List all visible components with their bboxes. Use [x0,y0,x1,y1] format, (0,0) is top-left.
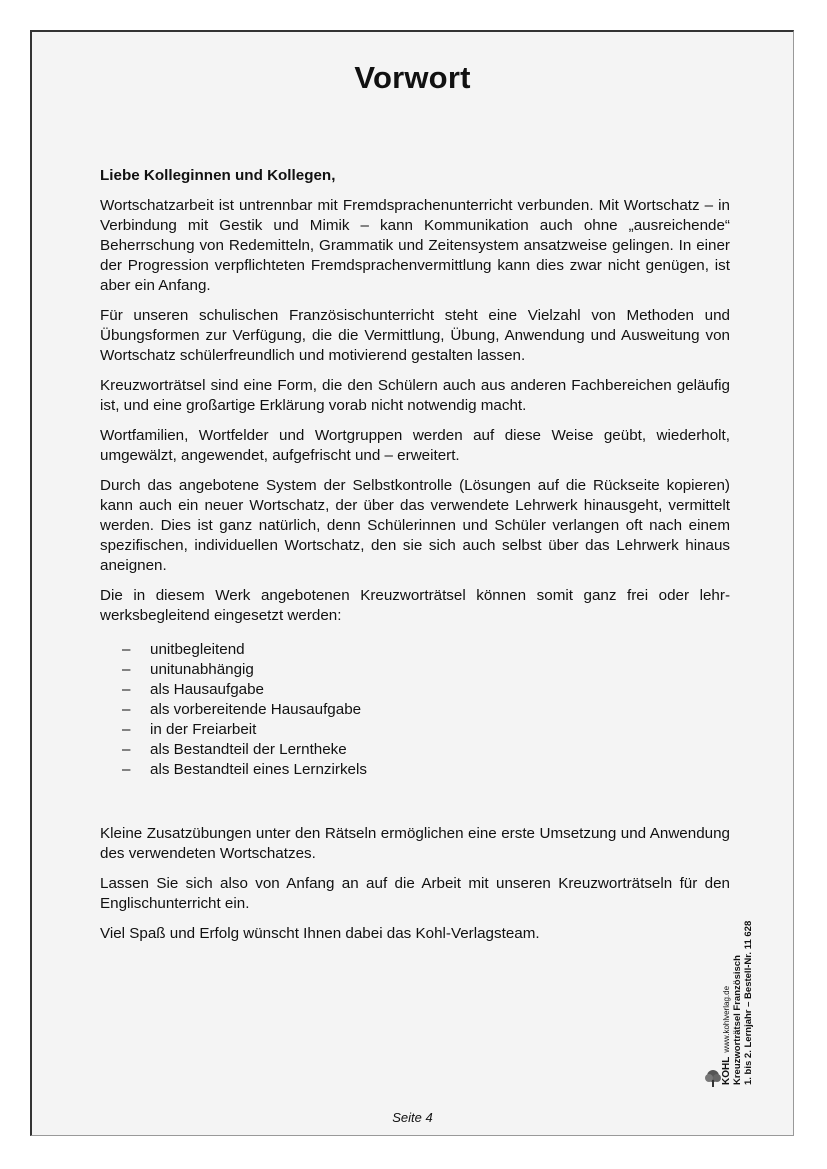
paragraph: Wortfamilien, Wortfelder und Wortgruppen werden auf diese Weise geübt, wiederholt, umgewälzt, angewendet, aufgefrischt und – erweitert. [100,427,730,464]
sidebar-text-rotated [721,845,765,1085]
paragraph: Lassen Sie sich also von Anfang an auf die Arbeit mit unseren Kreuzworträtseln für den Englischunterricht ein. [100,875,730,912]
publisher-url: www.kohlverlag.de [722,985,731,1053]
list-item-text: als Bestandteil der Lerntheke [150,741,347,758]
paragraph: Viel Spaß und Erfolg wünscht Ihnen dabei das Kohl-Verlagsteam. [100,925,540,942]
paragraph: Kleine Zusatzübungen unter den Rätseln ermöglichen eine erste Umsetzung und Anwendung des verwendeten Wortschatzes. [100,825,730,862]
paragraph: Kreuzworträtsel sind eine Form, die den Schülern auch aus anderen Fachbereichen geläufig ist, und eine großartige Erklärung vorab nicht notwendig macht. [100,377,730,414]
list-item-text: unitunabhängig [150,661,254,678]
document-page [30,30,794,1136]
sidebar-line-1: Kreuzworträtsel Französisch [732,955,743,1085]
list-item [122,680,730,700]
list-dash: – [122,641,131,658]
page-title: Vorwort [354,60,471,95]
paragraph: Für unseren schulischen Französischunterricht steht eine Vielzahl von Methoden und Übungsformen zur Verfügung, die die Vermittlung, Übung, Anwendung und Ausweitung von Wortschatz schülerfreundlich und motivierend gestalten lassen. [100,307,730,364]
publisher-sidebar [721,845,765,1085]
list-item [122,720,730,740]
paragraph: Durch das angebotene System der Selbstkontrolle (Lösungen auf die Rückseite kopieren) kann auch ein neuer Wortschatz, der über das verwendete Lehrwerk hinausgeht, vermittelt werden. Dies ist ganz natürlich, denn Schülerinnen und Schüler verlangen oft nach einem spezifischen, individuellen Wortschatz, den sie sich auch selbst über das Lehrwerk hinaus aneignen. [100,477,730,574]
list-item [122,740,730,760]
list-item [122,640,730,660]
paragraph: Wortschatzarbeit ist untrennbar mit Fremdsprachenunterricht verbunden. Mit Wortschatz – in Verbindung mit Gestik und Mimik – kann Kommunikation auch ohne „ausreichende“ Beherrschung von Redemitteln, Grammatik und Zeitensystem ansatzweise gelingen. In einer der Progression verpflichteten Fremdsprachenvermittlung kann dies zwar nicht genügen, ist aber ein Anfang. [100,197,730,294]
list-dash: – [122,681,131,698]
paragraphs-top [100,196,730,626]
list-item [122,700,730,720]
paragraph: Die in diesem Werk angebotenen Kreuzworträtsel können somit ganz frei oder lehrwerksbegleitend eingesetzt werden: [100,587,730,624]
publisher-row [721,845,732,1085]
list-item-text: unitbegleitend [150,641,245,658]
usage-list [100,640,730,780]
list-dash: – [122,701,131,718]
publisher-logo: KOHL [721,1056,732,1085]
body-content [100,166,730,954]
greeting: Liebe Kolleginnen und Kollegen, [100,167,336,184]
list-item-text: als vorbereitende Hausaufgabe [150,701,362,718]
list-dash: – [122,741,131,758]
list-item [122,760,730,780]
list-item-text: in der Freiarbeit [150,721,257,738]
list-dash: – [122,761,131,778]
list-dash: – [122,721,131,738]
paragraphs-bottom [100,824,730,944]
list-item-text: als Hausaufgabe [150,681,264,698]
tree-logo-icon [704,1068,722,1088]
list-dash: – [122,661,131,678]
page-number: Seite 4 [392,1110,433,1125]
sidebar-line-2: 1. bis 2. Lernjahr – Bestell-Nr. 11 628 [743,920,754,1085]
list-item-text: als Bestandteil eines Lernzirkels [150,761,367,778]
list-item [122,660,730,680]
